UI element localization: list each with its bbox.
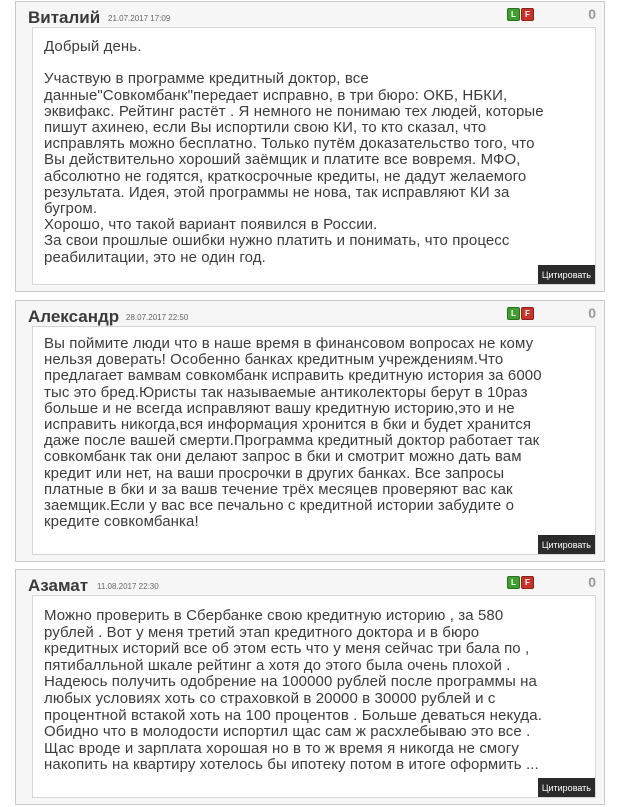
like-icon[interactable]: L	[507, 8, 520, 21]
like-icon[interactable]: L	[507, 307, 520, 320]
comment-text: Вы поймите люди что в наше время в финансовом вопросах не кому нельзя доверать! Особенно банках кредитным учреждениям.Что предлагает вамвам совкомбанк исправить кредитную история за 6000 тыс это бред.Юристы так называемые антиколекторы берут в 10раз больше и не всегда исправляют вашу кредитную историю,это и не исправить никогда,вся информация хронится в бки и будет хранится даже после вашей смерти.Программа кредитный доктор работает так совкомбанк так они делают запрос в бки и смотрит можно дать вам кредит или нет, на ваши просрочки в других банках. Все запросы платные в бки и за вашв течение трёх месяцев проверяют вас как заемщик.Если у вас все печально с кредитной истории забудите о кредите совкомбанка!	[44, 335, 542, 531]
comment-author[interactable]: Виталий	[28, 8, 101, 27]
comment-body	[32, 595, 596, 798]
comment	[15, 569, 605, 805]
quote-button[interactable]: Цитировать	[538, 535, 595, 554]
like-icon[interactable]: L	[507, 576, 520, 589]
comment-date: 28.07.2017 22:50	[126, 313, 189, 322]
dislike-icon[interactable]: F	[521, 8, 534, 21]
comment-score: 0	[588, 574, 596, 590]
dislike-icon[interactable]: F	[521, 576, 534, 589]
comment-author[interactable]: Азамат	[28, 576, 89, 595]
comment	[15, 300, 605, 562]
quote-button[interactable]: Цитировать	[538, 265, 595, 284]
comment-text: Можно проверить в Сбербанке свою кредитную историю , за 580 рублей . Вот у меня третий этап кредитного доктора и в бюро кредитных историй все об этом есть что у меня сейчас три бала по , пятибалльной шкале рейтинг а хотя до этого была очень плохой . Надеюсь получить одобрение на 100000 рублей после программы на любых условиях хоть со страховкой в 20000 в 30000 рублей и с процентной встакой хоть на 100 процентов . Больше деваться некуда. Обидно что в молодости испортил щас сам ж расхлебываю это все . Щас вроде и зарплата хорошая но в то ж время я никогда не смогу накопить на квартиру хотелось бы ипотеку потом в итоге оформить ...	[44, 607, 542, 774]
comment-score: 0	[588, 305, 596, 321]
comment-score: 0	[588, 6, 596, 22]
comment-author[interactable]: Александр	[28, 307, 120, 326]
comment-body	[32, 27, 596, 285]
comment-date: 21.07.2017 17:09	[108, 14, 171, 23]
dislike-icon[interactable]: F	[521, 307, 534, 320]
quote-button[interactable]: Цитировать	[538, 778, 595, 797]
comment-date: 11.08.2017 22:30	[97, 582, 159, 591]
comment-body	[32, 326, 596, 555]
comment-text: Добрый день. Участвую в программе кредитный доктор, все данные"Совкомбанк"передает исправно, в три бюро: ОКБ, НБКИ, эквифакс. Рейтинг растёт . Я немного не понимаю тех людей, которые пишут ахинею, если Вы испортили свою КИ, то кто сказал, что исправлять можно бесплатно. Только путём доказательство того, что Вы действительно хороший заёмщик и платите все вовремя. МФО, абсолютно не годятся, краткосрочные кредиты, не дадут желаемого результата. Идея, этой программы не нова, так исправляют КИ за бугром. Хорошо, что такой вариант появился в России. За свои прошлые ошибки нужно платить и понимать, что процесс реабилитации, это не один год.	[44, 38, 544, 266]
comment	[15, 1, 605, 292]
